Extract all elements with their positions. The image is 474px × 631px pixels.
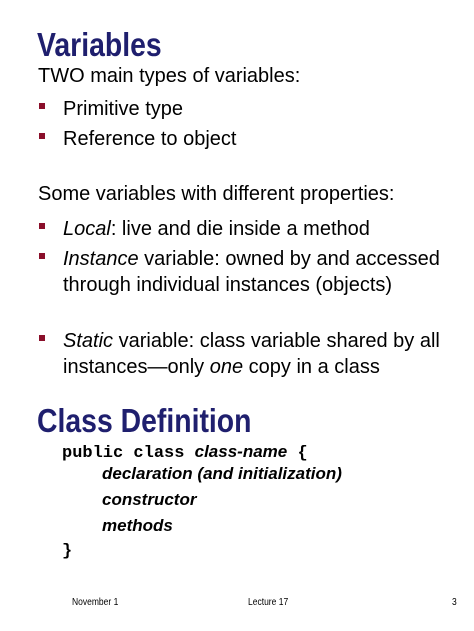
emphasis-one: one — [209, 356, 244, 378]
static-description-end: copy in a class — [243, 356, 380, 378]
static-description: variable: class variable shared by all instances—only — [63, 330, 440, 378]
code-body-line: methods — [102, 516, 173, 535]
code-open-brace: { — [287, 444, 308, 463]
footer-date: November 1 — [72, 597, 119, 608]
term-static: Static — [63, 330, 114, 352]
local-description: : live and die inside a method — [110, 218, 370, 240]
square-bullet-icon — [39, 253, 45, 259]
bullet-text: Reference to object — [63, 128, 237, 150]
class-declaration-line — [62, 443, 308, 462]
term-instance: Instance — [63, 248, 139, 270]
bullet-text — [63, 246, 463, 298]
footer-lecture: Lecture 17 — [248, 597, 289, 608]
properties-intro: Some variables with different properties: — [38, 183, 395, 205]
code-body-line: declaration (and initialization) — [102, 464, 342, 483]
instance-description: variable: owned by and accessed through individual instances (objects) — [63, 248, 440, 296]
square-bullet-icon — [39, 103, 45, 109]
square-bullet-icon — [39, 223, 45, 229]
page-number: 3 — [452, 597, 457, 608]
code-body-line: constructor — [102, 490, 197, 509]
term-local: Local — [63, 218, 111, 240]
bullet-text — [63, 216, 463, 242]
square-bullet-icon — [39, 133, 45, 139]
types-intro: TWO main types of variables: — [38, 65, 301, 87]
class-definition-heading: Class Definition — [37, 402, 252, 439]
code-close-brace: } — [62, 542, 73, 561]
code-keyword: public class — [62, 444, 195, 463]
bullet-text — [63, 328, 463, 380]
code-class-name: class-name — [194, 442, 288, 461]
bullet-text: Primitive type — [63, 98, 184, 120]
square-bullet-icon — [39, 335, 45, 341]
variables-heading: Variables — [37, 26, 162, 63]
